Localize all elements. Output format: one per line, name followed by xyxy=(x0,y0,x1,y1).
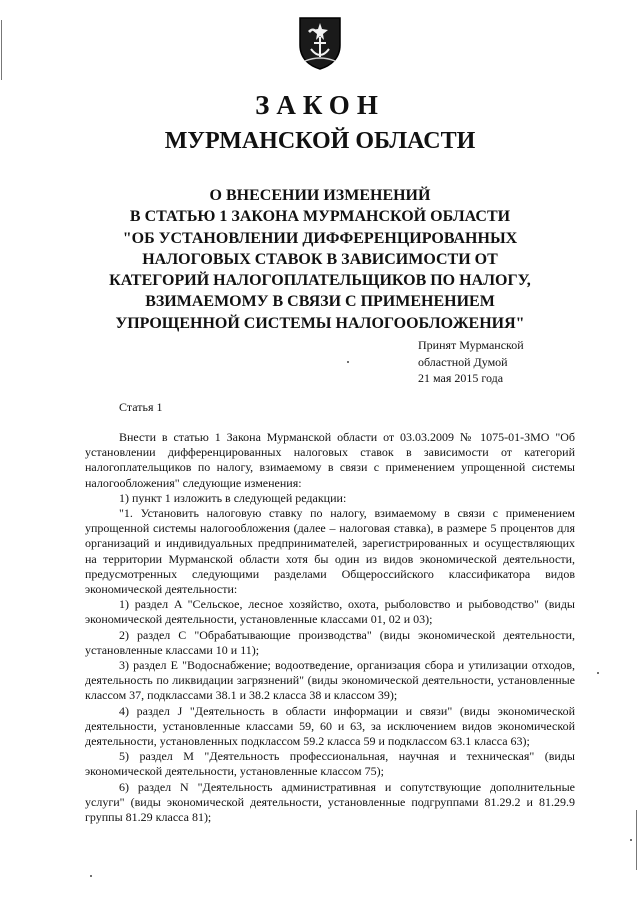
article-body xyxy=(85,430,575,825)
list-item: 1) раздел A "Сельское, лесное хозяйство, охота, рыболовство и рыбоводство" (виды экономической деятельности, установленные классами 01, 02 и 03); xyxy=(85,597,575,627)
paragraph: Внести в статью 1 Закона Мурманской области от 03.03.2009 № 1075-01-ЗМО "Об установлении дифференцированных налоговых ставок в зависимости от категорий налогоплательщиков по налогу, взимаемому в связи с применением упрощенной системы налогообложения" следующие изменения: xyxy=(85,430,575,490)
scan-edge-mark xyxy=(1,20,2,80)
subtitle-line: УПРОЩЕННОЙ СИСТЕМЫ НАЛОГООБЛОЖЕНИЯ" xyxy=(115,314,525,332)
law-title: ЗАКОН xyxy=(255,90,385,120)
subtitle-line: О ВНЕСЕНИИ ИЗМЕНЕНИЙ xyxy=(209,187,431,204)
subtitle-line: В СТАТЬЮ 1 ЗАКОНА МУРМАНСКОЙ ОБЛАСТИ xyxy=(129,208,511,226)
subtitle-line: КАТЕГОРИЙ НАЛОГОПЛАТЕЛЬЩИКОВ ПО НАЛОГУ, xyxy=(109,272,531,290)
scan-speck xyxy=(630,839,632,841)
list-item: 4) раздел J "Деятельность в области информации и связи" (виды экономической деятельности, установленные классами 59, 60 и 63, за исключением видов экономической деятельности, установленных подклассом 59.2 класса 59 и подклассом 63.1 класса 63); xyxy=(85,703,575,749)
list-item: 5) раздел M "Деятельность профессиональная, научная и техническая" (виды экономической деятельности, установленные классом 75); xyxy=(85,749,575,779)
list-item: 3) раздел E "Водоснабжение; водоотведение, организация сбора и утилизации отходов, деятельность по ликвидации загрязнений" (виды экономической деятельности, установленные классом 37, подклассами 38.1 и 38.2 класса 38 и классом 39); xyxy=(85,658,575,703)
subtitle-line: "ОБ УСТАНОВЛЕНИИ ДИФФЕРЕНЦИРОВАННЫХ xyxy=(122,229,518,247)
scan-speck xyxy=(90,875,92,877)
murmansk-coat-of-arms-icon xyxy=(297,15,343,71)
adoption-line: областной Думой xyxy=(418,354,508,369)
region-title: МУРМАНСКОЙ ОБЛАСТИ xyxy=(164,128,476,154)
adoption-line: Принят Мурманской xyxy=(418,338,524,352)
list-item: 2) раздел C "Обрабатывающие производства" (виды экономической деятельности, установленные классами 10 и 11); xyxy=(85,627,575,657)
adoption-date: 21 мая 2015 года xyxy=(418,371,504,385)
paragraph: "1. Установить налоговую ставку по налогу, взимаемому в связи с применением упрощенной системы налогообложения (далее – налоговая ставка), в размере 5 процентов для организаций и индивидуальных предпринимателей, зарегистрированных и осуществляющих на территории Мурманской области хотя бы один из видов экономической деятельности, предусмотренных следующими разделами Общероссийского классификатора видов экономической деятельности: xyxy=(85,506,575,597)
subtitle-line: НАЛОГОВЫХ СТАВОК В ЗАВИСИМОСТИ ОТ xyxy=(142,250,498,268)
list-item: 6) раздел N "Деятельность административная и сопутствующие дополнительные услуги" (виды экономической деятельности, установленные подгруппами 81.29.2 и 81.29.9 группы 81.29 класса 81); xyxy=(85,779,575,825)
subtitle-line: ВЗИМАЕМОМУ В СВЯЗИ С ПРИМЕНЕНИЕМ xyxy=(145,293,495,311)
article-heading: Статья 1 xyxy=(119,400,163,414)
scan-speck xyxy=(347,361,349,363)
law-subtitle xyxy=(80,185,560,334)
paragraph: 1) пункт 1 изложить в следующей редакции: xyxy=(119,490,347,505)
scan-speck xyxy=(597,672,599,674)
adoption-note xyxy=(418,337,524,387)
scan-edge-mark xyxy=(636,810,637,870)
